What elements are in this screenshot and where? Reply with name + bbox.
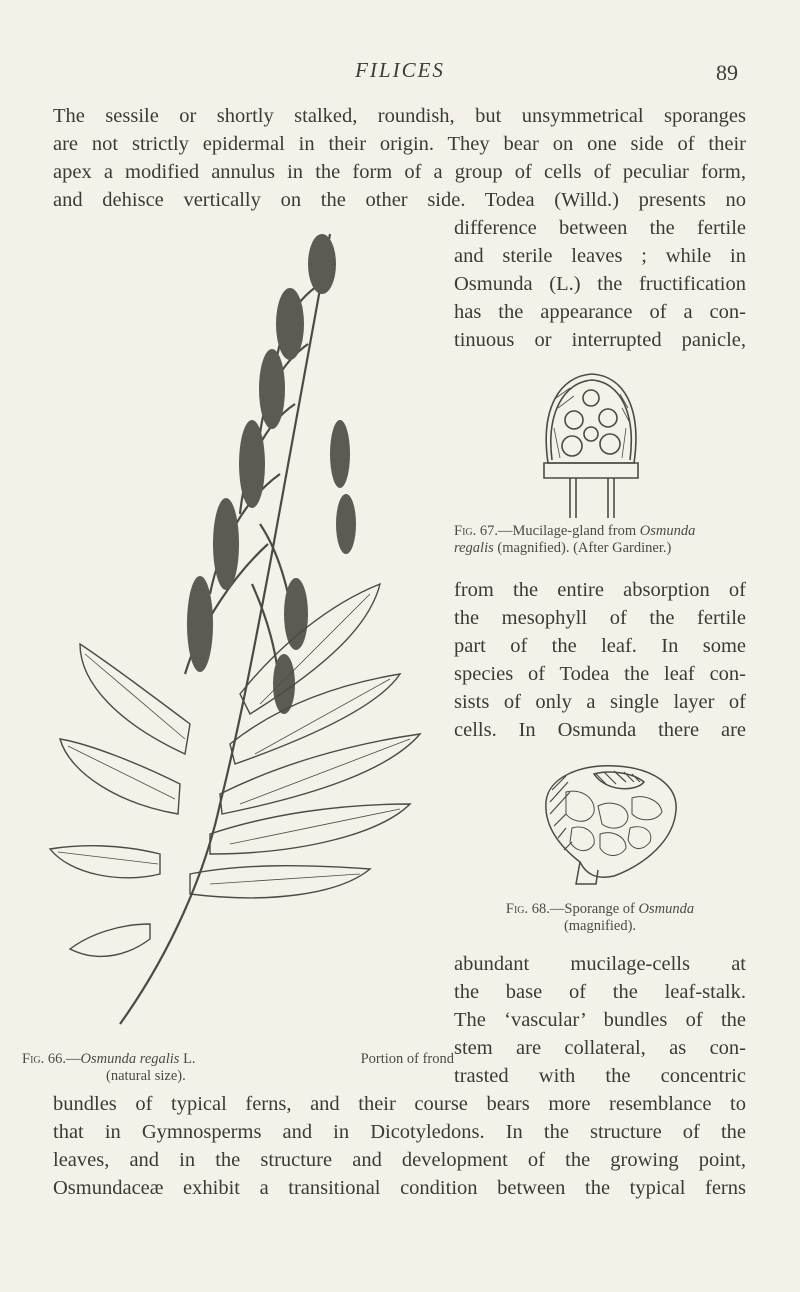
column-line: stem are collateral, as con- [454, 1037, 746, 1059]
fig66-caption [22, 1051, 454, 1085]
body-line: are not strictly epidermal in their origin. They bear on one side of their [53, 133, 746, 155]
column-line: difference between the fertile [454, 217, 746, 239]
fig66-author: L. [179, 1051, 196, 1067]
column-line: part of the leaf. In some [454, 635, 746, 657]
column-line: abundant mucilage-cells at [454, 953, 746, 975]
running-head: FILICES [355, 58, 445, 82]
column-line: the base of the leaf-stalk. [454, 981, 746, 1003]
column-line: and sterile leaves ; while in [454, 245, 746, 267]
fig67-species: Osmunda [639, 523, 696, 539]
fig67-label: Fig. 67. [454, 523, 498, 539]
fig66-species: Osmunda regalis [80, 1051, 180, 1067]
fig68-text: —Sporange of [549, 901, 639, 917]
body-line: apex a modified annulus in the form of a group of cells of peculiar form, [53, 161, 746, 183]
body-line: that in Gymnosperms and in Dicotyledons. In the structure of the [53, 1121, 746, 1143]
column-line: cells. In Osmunda there are [454, 719, 746, 741]
fig66-osmunda-frond-illustration [40, 224, 450, 1044]
fig67-mucilage-gland-illustration [530, 368, 660, 518]
body-line: The sessile or shortly stalked, roundish, but unsymmetrical sporanges [53, 105, 746, 127]
fig66-label: Fig. 66. [22, 1051, 66, 1067]
column-line: The ‘vascular’ bundles of the [454, 1009, 746, 1031]
fig68-caption [454, 901, 746, 935]
fig68-sporange-illustration [536, 762, 686, 887]
body-line: Osmundaceæ exhibit a transitional condition between the typical ferns [53, 1177, 746, 1199]
fig67-caption [454, 523, 746, 557]
column-line: the mesophyll of the fertile [454, 607, 746, 629]
column-line: tinuous or interrupted panicle, [454, 329, 746, 351]
column-line: from the entire absorption of [454, 579, 746, 601]
fig67-rest: (magnified). (After Gardiner.) [493, 540, 672, 556]
column-line: Osmunda (L.) the fructification [454, 273, 746, 295]
fig66-natural-size: (natural size). [106, 1068, 186, 1084]
body-line: and dehisce vertically on the other side. Todea (Willd.) presents no [53, 189, 746, 211]
fig66-dash: — [66, 1051, 81, 1067]
fig68-label: Fig. 68. [505, 901, 550, 917]
fig67-species-2: regalis [454, 540, 494, 556]
column-line: has the appearance of a con- [454, 301, 746, 323]
fig67-text: —Mucilage-gland from [498, 523, 640, 539]
column-line: sists of only a single layer of [454, 691, 746, 713]
body-line: leaves, and in the structure and development of the growing point, [53, 1149, 746, 1171]
fig66-description: Portion of frond [360, 1051, 454, 1067]
column-line: trasted with the concentric [454, 1065, 746, 1087]
page-number: 89 [716, 60, 738, 85]
fig68-magnified: (magnified). [563, 918, 637, 934]
column-line: species of Todea the leaf con- [454, 663, 746, 685]
body-line: bundles of typical ferns, and their course bears more resemblance to [53, 1093, 746, 1115]
fig68-species: Osmunda [638, 901, 695, 917]
